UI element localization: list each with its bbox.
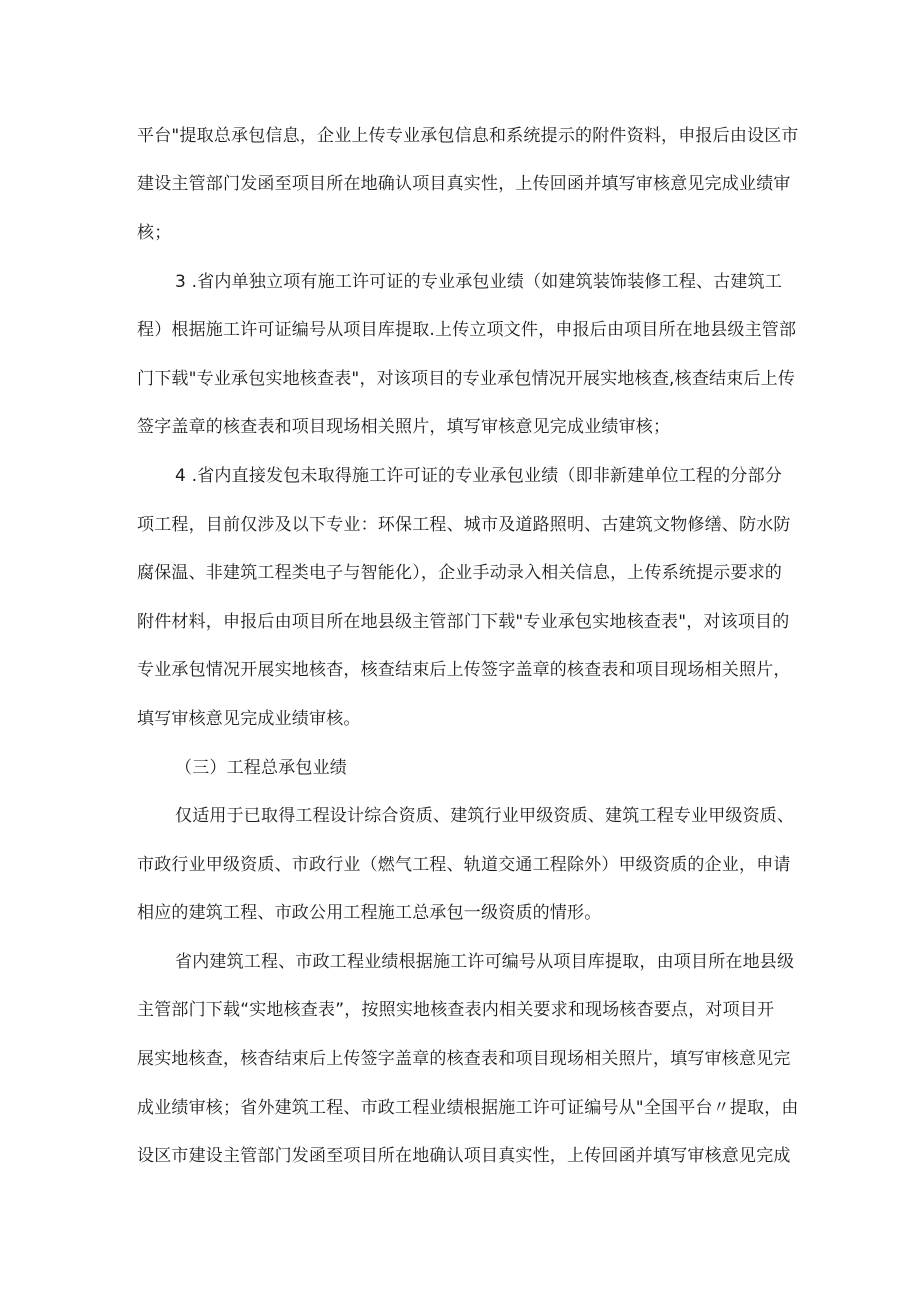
text-line: 附件材料，申报后由项目所在地县级主管部门下载"专业承包实地核查表"，对该项目的 [137,612,790,632]
text-line: 建设主管部门发函至项目所在地确认项目真实性，上传回函并填写审核意见完成业绩审 [137,174,791,194]
text-line: 程）根据施工许可证编号从项目库提取.上传立项文件，申报后由项目所在地县级主管部 [137,320,797,340]
section-heading: （三）工程总承包业绩 [175,758,347,778]
text-line: 专业承包情况开展实地核杳，核查结束后上传签字盖章的核查表和项目现场相关照片， [137,660,791,680]
text-line: 填写审核意见完成业绩审核。 [137,709,361,729]
text-line: 项工程，目前仅涉及以下专业：环保工程、城市及道路照明、古建筑文物修缮、防水防 [137,515,791,535]
text-line: 平台"提取总承包信息，企业上传专业承包信息和系统提示的附件资料，申报后由设区市 [137,126,799,146]
text-line: 4 .省内直接发包未取得施工许可证的专业承包业绩（即非新建单位工程的分部分 [175,466,783,486]
text-line: 相应的建筑工程、市政公用工程施工总承包一级资质的情形。 [137,903,602,923]
text-line: 展实地核查，核杳结束后上传签字盖章的核查表和项目现场相关照片，填写审核意见完 [137,1049,791,1069]
text-line: 腐保温、非建筑工程类电子与智能化），企业手动录入相关信息，上传系统提示要求的 [137,563,783,583]
text-line: 市政行业甲级资质、市政行业（燃气工程、轨道交通工程除外）甲级资质的企业，申请 [137,855,791,875]
text-line: 签字盖章的核查表和项目现场相关照片，填写审核意见完成业绩审核； [137,417,671,437]
text-line: 省内建筑工程、市政工程业绩根据施工许可编号从项目库提取，由项目所在地县级 [175,952,795,972]
text-line: 主管部门下载“实地核查表”，按照实地核查表内相关要求和现场核杳要点，对项目开 [137,1000,775,1020]
text-line: 3 .省内单独立项有施工许可证的专业承包业绩（如建筑装饰装修工程、古建筑工 [175,272,783,292]
text-line: 成业绩审核；省外建筑工程、市政工程业绩根据施工许可证编号从"全国平台〃提取，由 [137,1098,799,1118]
text-line: 门下载"专业承包实地核查表"，对该项目的专业承包情况开展实地核查,核查结束后上传 [137,369,796,389]
text-line: 设区市建设主管部门发函至项目所在地确认项目真实性，上传回函并填写审核意见完成 [137,1146,791,1166]
text-line: 仅适用于已取得工程设计综合资质、建筑行业甲级资质、建筑工程专业甲级资质、 [175,806,795,826]
text-line: 核； [137,223,172,243]
